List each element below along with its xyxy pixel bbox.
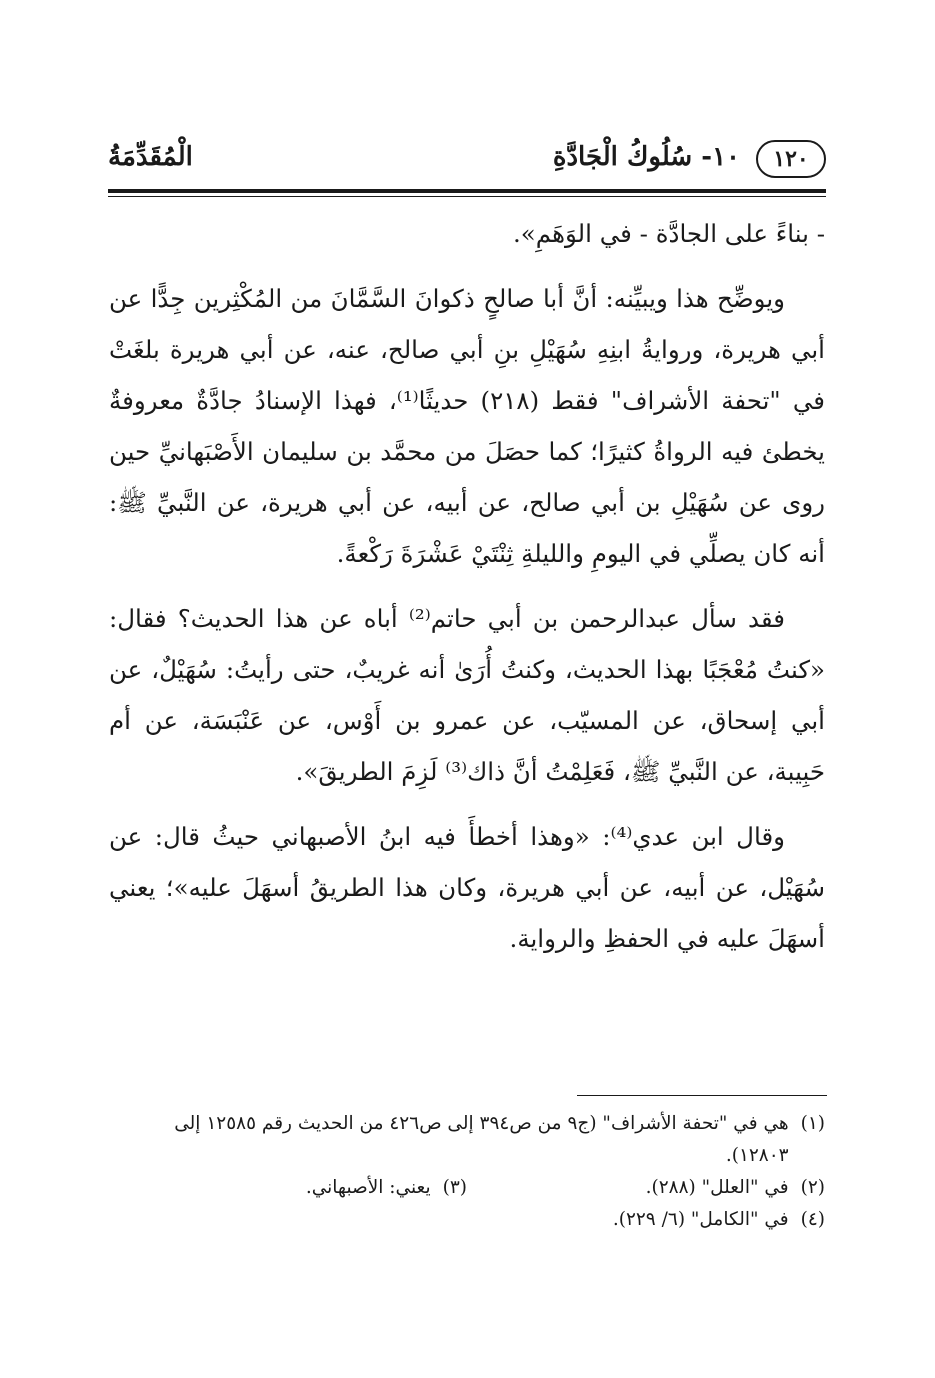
footnote-4: [109, 1204, 825, 1236]
footnote-2: [467, 1172, 825, 1204]
page-header: [108, 138, 826, 184]
page-number-text: ١٢٠: [773, 146, 809, 172]
header-rule-thick: [108, 189, 826, 193]
footnote-text: هي في "تحفة الأشراف" (ج٩ من ص٣٩٤ إلى ص٤٢٦ من الحديث رقم ١٢٥٨٥ إلى ١٢٨٠٣).: [174, 1113, 789, 1166]
footnote-number: (٣): [442, 1177, 467, 1198]
paragraph-4: وقال ابن عدي⁽⁴⁾: «وهذا أخطأَ فيه ابنُ الأصبهاني حيثُ قال: عن سُهَيْل، عن أبيه، عن أبي هريرة، وكان هذا الطريقُ أسهَلَ عليه»؛ يعني أسهَلَ عليه في الحفظِ والرواية.: [109, 822, 825, 953]
footnote-text: في "الكامل" (٦/ ٢٢٩).: [612, 1209, 789, 1230]
page-number: [756, 140, 826, 178]
footnote-number: (٤): [800, 1209, 825, 1230]
footnote-text: في "العلل" (٢٨٨).: [645, 1177, 789, 1198]
paragraph-1: - بناءً على الجادَّة - في الوَهَمِ».: [513, 219, 825, 248]
paragraph-3: فقد سأل عبدالرحمن بن أبي حاتم⁽²⁾ أباه عن هذا الحديث؟ فقال: «كنتُ مُعْجَبًا بهذا الحديث، وكنتُ أُرَىٰ أنه غريبٌ، حتى رأيتُ: سُهَيْلٌ، عن أبي إسحاق، عن المسيّب، عن عمرو بن أَوْس، عن عَنْبَسَة، عن أم حَبِيبة، عن النَّبيِّ ﷺ، فَعَلِمْتُ أنَّ ذاك⁽³⁾ لَزِمَ الطريقَ».: [109, 604, 825, 786]
paragraph-2: ويوضِّح هذا ويبيِّنه: أنَّ أبا صالحٍ ذكوانَ السَّمَّانَ من المُكْثِرين جِدًّا عن أبي هريرة، وروايةُ ابنِهِ سُهَيْلِ بنِ أبي صالح، عنه، عن أبي هريرة بلغَتْ في "تحفة الأشراف" فقط (٢١٨) حديثًا⁽¹⁾، فهذا الإسنادُ جادَّةٌ معروفةٌ يخطئ فيه الرواةُ كثيرًا؛ كما حصَلَ من محمَّد بن سليمان الأَصْبَهانيِّ حين روى عن سُهَيْلِ بن أبي صالح، عن أبيه، عن أبي هريرة، عن النَّبيِّ ﷺ: أنه كان يصلِّي في اليومِ والليلةِ ثِنْتَيْ عَشْرَةَ رَكْعةً.: [109, 284, 825, 568]
footnote-number: (٢): [800, 1177, 825, 1198]
header-rule-thin: [108, 196, 826, 197]
footnote-1: [109, 1108, 825, 1172]
footnote-row: [109, 1172, 825, 1204]
footnote-number: (١): [800, 1113, 825, 1134]
footnote-text: يعني: الأصبهاني.: [305, 1177, 431, 1198]
section-title: الْمُقَدِّمَةُ: [108, 142, 193, 172]
footnotes: [109, 1108, 825, 1236]
footnote-divider: [577, 1095, 827, 1096]
book-title: ١٠- سُلُوكُ الْجَادَّةِ: [552, 142, 740, 172]
main-text: [109, 208, 825, 978]
footnote-3: [109, 1172, 467, 1204]
